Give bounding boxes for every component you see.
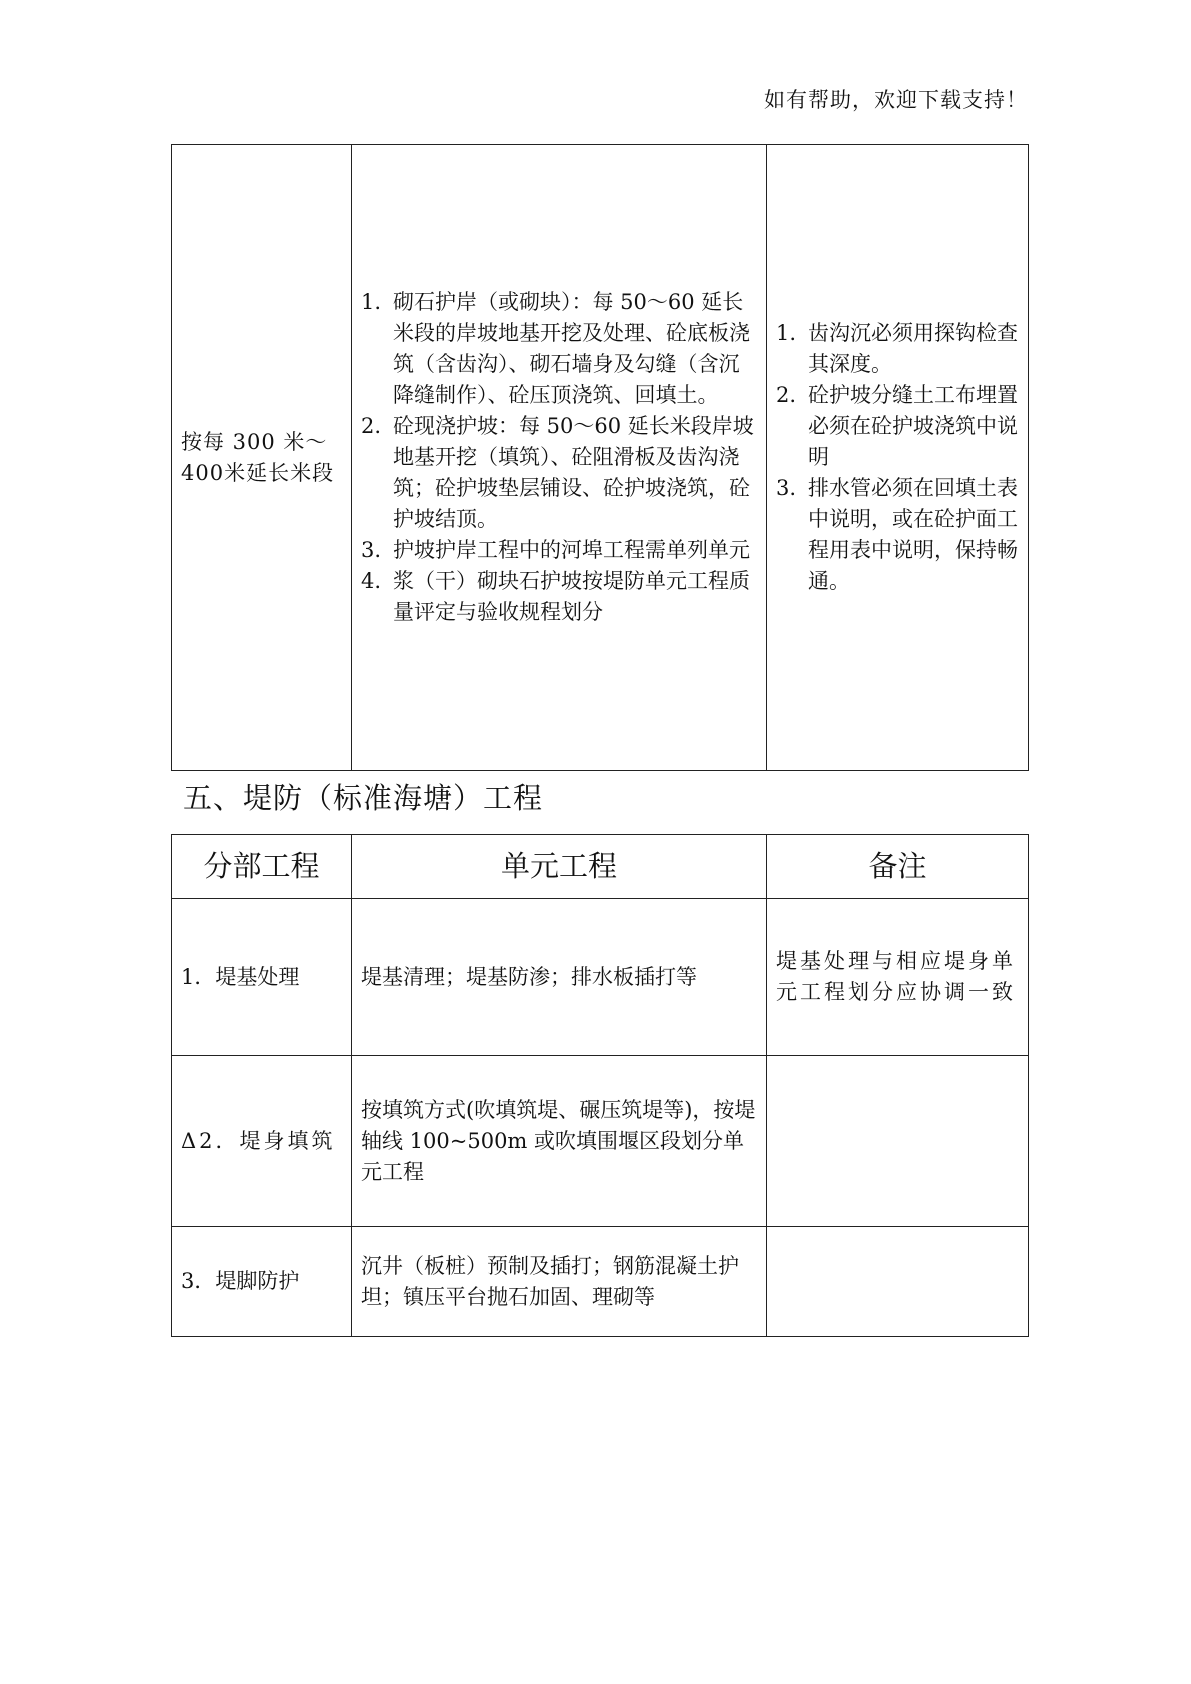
note-cell bbox=[767, 1056, 1029, 1227]
list-item bbox=[776, 318, 1019, 380]
notes-list bbox=[776, 318, 1019, 597]
table-row bbox=[172, 899, 1029, 1056]
column-header: 备注 bbox=[767, 835, 1029, 899]
unit-cell: 按填筑方式(吹填筑堤、碾压筑堤等)，按堤轴线 100~500m 或吹填围堰区段划分单元工程 bbox=[352, 1056, 767, 1227]
list-item bbox=[776, 473, 1019, 597]
list-item bbox=[361, 287, 757, 411]
continued-table bbox=[171, 144, 1029, 771]
table-header-row bbox=[172, 835, 1029, 899]
unit-list-cell bbox=[352, 145, 767, 771]
part-cell: 3．堤脚防护 bbox=[172, 1227, 352, 1337]
notes-cell bbox=[767, 145, 1029, 771]
column-header: 分部工程 bbox=[172, 835, 352, 899]
list-text: 排水管必须在回填土表中说明，或在砼护面工程用表中说明，保持畅通。 bbox=[808, 476, 1018, 593]
list-item bbox=[776, 380, 1019, 473]
list-text: 砼护坡分缝土工布埋置必须在砼护坡浇筑中说明 bbox=[808, 383, 1018, 469]
list-text: 砼现浇护坡：每 50～60 延长米段岸坡地基开挖（填筑）、砼阻滑板及齿沟浇筑；砼护坡垫层铺设、砼护坡浇筑，砼护坡结顶。 bbox=[393, 414, 754, 531]
header-note: 如有帮助，欢迎下载支持！ bbox=[764, 88, 1028, 112]
table-row bbox=[172, 1227, 1029, 1337]
unit-list bbox=[361, 287, 757, 628]
part-cell: 1．堤基处理 bbox=[172, 899, 352, 1056]
segment-cell: 按每 300 米～400米延长米段 bbox=[172, 145, 352, 771]
part-cell: Δ2．堤身填筑 bbox=[172, 1056, 352, 1227]
column-header: 单元工程 bbox=[352, 835, 767, 899]
list-text: 护坡护岸工程中的河埠工程需单列单元 bbox=[393, 538, 750, 562]
list-text: 浆（干）砌块石护坡按堤防单元工程质量评定与验收规程划分 bbox=[393, 569, 750, 624]
list-item bbox=[361, 411, 757, 535]
list-number: 4. bbox=[361, 569, 382, 593]
dike-works-table bbox=[171, 834, 1029, 1337]
list-number: 1. bbox=[776, 321, 797, 345]
list-number: 2. bbox=[776, 383, 797, 407]
list-text: 齿沟沉必须用探钩检查其深度。 bbox=[808, 321, 1018, 376]
list-item bbox=[361, 566, 757, 628]
note-cell bbox=[767, 1227, 1029, 1337]
unit-cell: 堤基清理；堤基防渗；排水板插打等 bbox=[352, 899, 767, 1056]
note-cell: 堤基处理与相应堤身单元工程划分应协调一致 bbox=[767, 899, 1029, 1056]
unit-cell: 沉井（板桩）预制及插打；钢筋混凝土护坦；镇压平台抛石加固、理砌等 bbox=[352, 1227, 767, 1337]
table-row bbox=[172, 145, 1029, 771]
list-item bbox=[361, 535, 757, 566]
list-number: 1. bbox=[361, 290, 382, 314]
list-number: 3. bbox=[361, 538, 382, 562]
list-text: 砌石护岸（或砌块）：每 50～60 延长米段的岸坡地基开挖及处理、砼底板浇筑（含齿沟）、砌石墙身及勾缝（含沉降缝制作）、砼压顶浇筑、回填土。 bbox=[393, 290, 750, 407]
list-number: 2. bbox=[361, 414, 382, 438]
list-number: 3. bbox=[776, 476, 797, 500]
table-row bbox=[172, 1056, 1029, 1227]
section-title: 五、堤防（标准海塘）工程 bbox=[183, 781, 544, 815]
